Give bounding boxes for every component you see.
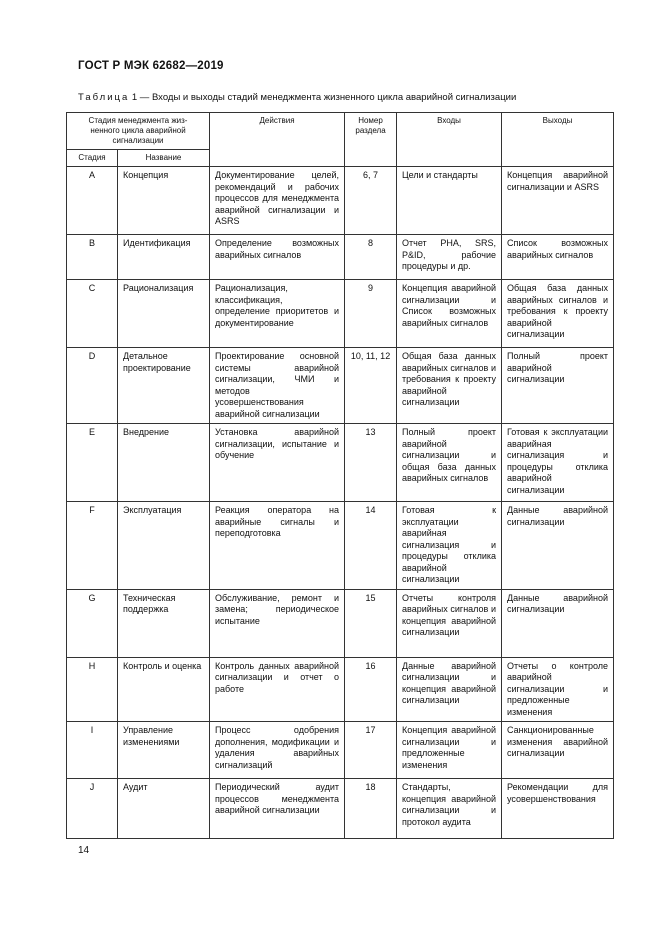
table-row <box>67 779 614 839</box>
table-row <box>67 348 614 424</box>
table-caption-text: 1 — Входы и выходы стадий менеджмента жизненного цикла аварийной сигнализации <box>129 92 517 103</box>
document-header: ГОСТ Р МЭК 62682—2019 <box>78 60 224 72</box>
cell-name: Управление изменениями <box>118 722 210 779</box>
cell-outputs: Полный проект аварийной сигнализации <box>502 348 614 424</box>
cell-outputs: Данные аварийной сигнализации <box>502 502 614 590</box>
header-inputs: Входы <box>397 113 502 167</box>
cell-outputs: Список возможных аварийных сигналов <box>502 235 614 280</box>
header-stage: Стадия <box>67 150 118 167</box>
header-outputs: Выходы <box>502 113 614 167</box>
table-caption-label: Таблица <box>78 92 130 103</box>
cell-inputs: Готовая к эксплуатации аварийная сигнализация и процедуры отклика аварийной сигнализации <box>397 502 502 590</box>
cell-section: 9 <box>345 280 397 348</box>
table-row <box>67 280 614 348</box>
cell-stage: E <box>67 424 118 502</box>
cell-section: 6, 7 <box>345 167 397 235</box>
cell-name: Идентификация <box>118 235 210 280</box>
cell-stage: B <box>67 235 118 280</box>
cell-actions: Процесс одобрения дополнения, модификации и удаления аварийных сигнализаций <box>210 722 345 779</box>
table-row <box>67 589 614 657</box>
header-section: Номер раздела <box>345 113 397 167</box>
cell-actions: Рационализация, классификация, определение приоритетов и документирование <box>210 280 345 348</box>
table-row <box>67 235 614 280</box>
table-row <box>67 167 614 235</box>
cell-actions: Реакция оператора на аварийные сигналы и переподготовка <box>210 502 345 590</box>
cell-name: Детальное проектирование <box>118 348 210 424</box>
cell-actions: Обслуживание, ремонт и замена; периодическое испытание <box>210 589 345 657</box>
cell-section: 14 <box>345 502 397 590</box>
lifecycle-table <box>66 112 614 839</box>
cell-inputs: Общая база данных аварийных сигналов и требования к проекту аварийной сигнализации <box>397 348 502 424</box>
cell-outputs: Отчеты о контроле аварийной сигнализации и предложенные изменения <box>502 657 614 722</box>
cell-outputs: Общая база данных аварийных сигналов и требования к проекту аварийной сигнализации <box>502 280 614 348</box>
table-caption <box>78 92 516 103</box>
cell-name: Рационализация <box>118 280 210 348</box>
cell-inputs: Стандарты, концепция аварийной сигнализации и протокол аудита <box>397 779 502 839</box>
cell-section: 17 <box>345 722 397 779</box>
cell-stage: C <box>67 280 118 348</box>
cell-stage: D <box>67 348 118 424</box>
table-row <box>67 424 614 502</box>
cell-stage: J <box>67 779 118 839</box>
cell-section: 8 <box>345 235 397 280</box>
cell-section: 18 <box>345 779 397 839</box>
cell-inputs: Отчеты контроля аварийных сигналов и концепция аварийной сигнализации <box>397 589 502 657</box>
cell-name: Внедрение <box>118 424 210 502</box>
cell-stage: H <box>67 657 118 722</box>
cell-stage: I <box>67 722 118 779</box>
cell-outputs: Готовая к эксплуатации аварийная сигнализация и процедуры отклика аварийной сигнализации <box>502 424 614 502</box>
cell-inputs: Отчет PHA, SRS, P&ID, рабочие процедуры и др. <box>397 235 502 280</box>
cell-stage: G <box>67 589 118 657</box>
page-number: 14 <box>78 845 90 856</box>
cell-name: Аудит <box>118 779 210 839</box>
cell-name: Эксплуатация <box>118 502 210 590</box>
table-row <box>67 502 614 590</box>
cell-actions: Периодический аудит процессов менеджмента аварийной сигнализации <box>210 779 345 839</box>
cell-inputs: Данные аварийной сигнализации и концепция аварийной сигнализации <box>397 657 502 722</box>
cell-outputs: Концепция аварийной сигнализации и ASRS <box>502 167 614 235</box>
table-row <box>67 657 614 722</box>
cell-actions: Определение возможных аварийных сигналов <box>210 235 345 280</box>
cell-actions: Проектирование основной системы аварийной сигнализации, ЧМИ и методов усовершенствования аварийной сигнализации <box>210 348 345 424</box>
header-stage-group: Стадия менеджмента жиз- ненного цикла аварийной сигнализации <box>67 113 210 150</box>
cell-stage: A <box>67 167 118 235</box>
cell-outputs: Санкционированные изменения аварийной сигнализации <box>502 722 614 779</box>
cell-actions: Установка аварийной сигнализации, испытание и обучение <box>210 424 345 502</box>
cell-inputs: Цели и стандарты <box>397 167 502 235</box>
cell-section: 16 <box>345 657 397 722</box>
cell-actions: Документирование целей, рекомендаций и рабочих процессов для менеджмента аварийной сигнализации и ASRS <box>210 167 345 235</box>
cell-section: 13 <box>345 424 397 502</box>
cell-section: 15 <box>345 589 397 657</box>
cell-actions: Контроль данных аварийной сигнализации и отчет о работе <box>210 657 345 722</box>
cell-inputs: Концепция аварийной сигнализации и Список возможных аварийных сигналов <box>397 280 502 348</box>
cell-name: Контроль и оценка <box>118 657 210 722</box>
cell-name: Техническая поддержка <box>118 589 210 657</box>
table-row <box>67 722 614 779</box>
cell-section: 10, 11, 12 <box>345 348 397 424</box>
header-actions: Действия <box>210 113 345 167</box>
cell-stage: F <box>67 502 118 590</box>
cell-inputs: Полный проект аварийной сигнализации и общая база данных аварийных сигналов <box>397 424 502 502</box>
cell-name: Концепция <box>118 167 210 235</box>
cell-inputs: Концепция аварийной сигнализации и предложенные изменения <box>397 722 502 779</box>
header-name: Название <box>118 150 210 167</box>
cell-outputs: Данные аварийной сигнализации <box>502 589 614 657</box>
cell-outputs: Рекомендации для усовершенствования <box>502 779 614 839</box>
